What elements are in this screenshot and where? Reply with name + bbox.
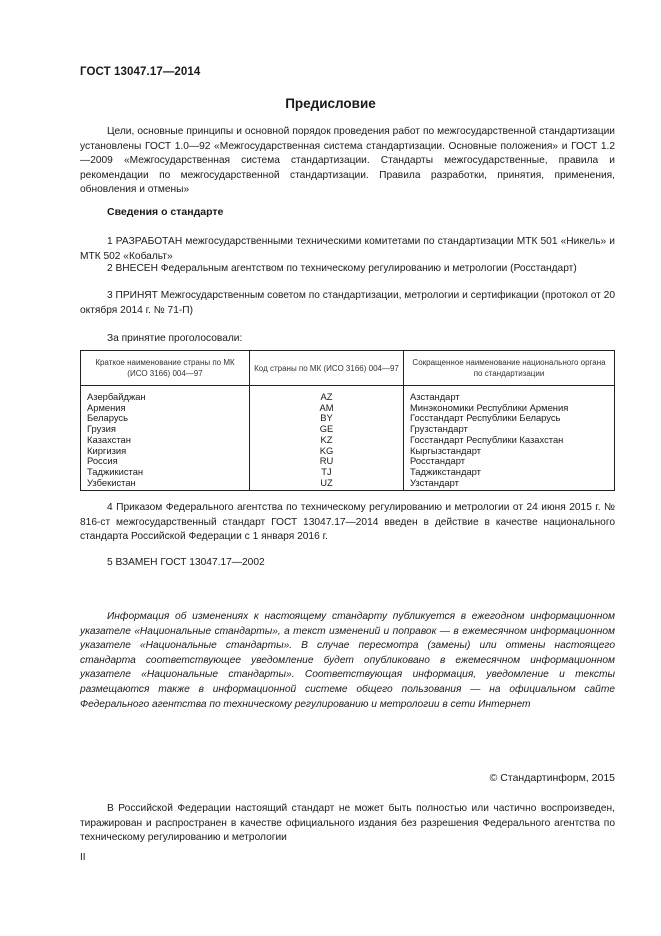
cell-code: BY [250, 413, 404, 424]
header-national-body: Сокращенное наименование национального органа по стандартизации [404, 351, 615, 386]
table-row [81, 467, 615, 478]
item-5: 5 ВЗАМЕН ГОСТ 13047.17—2002 [107, 557, 265, 568]
cell-country: Узбекистан [81, 478, 250, 491]
intro-text: Цели, основные принципы и основной порядок проведения работ по межгосударственной стандартизации установлены ГОСТ 1.0—92 «Межгосударственная система стандартизации. Основные положения» и ГОСТ 1.2—2009 «Межгосударственная система стандартизации. Стандарты межгосударственные, правила и рекомендации по межгосударственной стандартизации. Правила разработки, принятия, применения, обновления и отмены» [80, 126, 615, 196]
cell-body: Азстандарт [404, 386, 615, 403]
legal-notice-text: В Российской Федерации настоящий стандарт не может быть полностью или частично воспроизведен, тиражирован и распространен в качестве официального издания без разрешения Федерального агентства по техническому регулированию и метрологии [80, 803, 615, 844]
cell-country: Грузия [81, 424, 250, 435]
cell-country: Таджикистан [81, 467, 250, 478]
cell-code: AZ [250, 386, 404, 403]
page-title: Предисловие [285, 96, 376, 111]
cell-country: Казахстан [81, 435, 250, 446]
item-1: 1 РАЗРАБОТАН межгосударственными техническими комитетами по стандартизации МТК 501 «Никель» и МТК 502 «Кобальт» [80, 236, 615, 262]
changes-info-notice [80, 610, 615, 712]
intro-paragraph [80, 125, 615, 198]
table-row [81, 478, 615, 491]
item-4: 4 Приказом Федерального агентства по техническому регулированию и метрологии от 24 июня 2015 г. № 816-ст межгосударственный стандарт ГОСТ 13047.17—2014 введен в действие в качестве национального стандарта Российской Федерации с 1 января 2016 г. [80, 502, 615, 543]
page-number: II [80, 852, 86, 863]
item-3: 3 ПРИНЯТ Межгосударственным советом по стандартизации, метрологии и сертификации (протокол от 20 октября 2014 г. № 71-П) [80, 290, 615, 316]
table-row [81, 413, 615, 424]
cell-body: Кыргызстандарт [404, 446, 615, 457]
item-2: 2 ВНЕСЕН Федеральным агентством по техническому регулированию и метрологии (Росстандарт) [107, 263, 577, 274]
cell-body: Госстандарт Республики Казахстан [404, 435, 615, 446]
table-header-row [81, 351, 615, 386]
cell-body: Росстандарт [404, 456, 615, 467]
cell-body: Грузстандарт [404, 424, 615, 435]
cell-code: GE [250, 424, 404, 435]
cell-code: RU [250, 456, 404, 467]
legal-notice [80, 802, 615, 846]
cell-code: TJ [250, 467, 404, 478]
cell-country: Россия [81, 456, 250, 467]
voting-table [80, 350, 615, 491]
cell-country: Беларусь [81, 413, 250, 424]
copyright: © Стандартинформ, 2015 [489, 772, 615, 784]
changes-info-text: Информация об изменениях к настоящему стандарту публикуется в ежегодном информационном указателе «Национальные стандарты», а текст изменений и поправок — в ежемесячном информационном указателе «Национальные стандарты». В случае пересмотра (замены) или отмены настоящего стандарта соответствующее уведомление будет опубликовано в ежемесячном информационном указателе «Национальные стандарты». Соответствующая информация, уведомление и тексты размещаются также в информационной системе общего пользования — на официальном сайте Федерального агентства по техническому регулированию и метрологии в сети Интернет [80, 611, 615, 710]
cell-country: Азербайджан [81, 386, 250, 403]
header-country: Краткое наименование страны по МК (ИСО 3166) 004—97 [81, 351, 250, 386]
cell-code: KZ [250, 435, 404, 446]
cell-body: Минэкономики Республики Армения [404, 403, 615, 414]
document-id-header: ГОСТ 13047.17—2014 [80, 66, 201, 78]
table-row [81, 386, 615, 403]
table-row [81, 435, 615, 446]
cell-code: UZ [250, 478, 404, 491]
header-code: Код страны по МК (ИСО 3166) 004—97 [250, 351, 404, 386]
vote-label: За принятие проголосовали: [107, 333, 243, 344]
table-row [81, 456, 615, 467]
section-heading: Сведения о стандарте [107, 206, 224, 218]
cell-country: Киргизия [81, 446, 250, 457]
cell-body: Госстандарт Республики Беларусь [404, 413, 615, 424]
table-row [81, 446, 615, 457]
cell-code: AM [250, 403, 404, 414]
cell-body: Таджикстандарт [404, 467, 615, 478]
cell-country: Армения [81, 403, 250, 414]
cell-body: Узстандарт [404, 478, 615, 491]
cell-code: KG [250, 446, 404, 457]
